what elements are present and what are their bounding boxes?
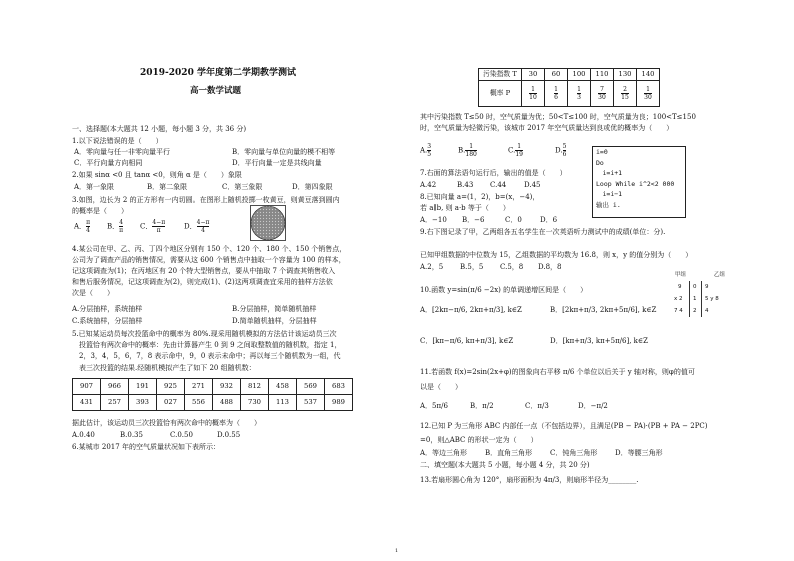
q1-option-c: C．平行向量方向相同 <box>74 159 143 167</box>
q5-option-c: C.0.50 <box>170 431 193 439</box>
question-4-line-5: 次是（ ） <box>72 289 114 297</box>
question-1: 1.以下说法错误的是（ ） <box>72 137 163 145</box>
q4-option-b: B.分层抽样，简单随机抽样 <box>232 305 317 313</box>
question-4-line-3: 记这项调查为(1)；在丙地区有 20 个特大型销售点，要从中抽取 7 个调查其销售收入 <box>72 267 336 275</box>
page-number: 1 <box>395 548 399 554</box>
stem-value: 0 <box>693 284 697 290</box>
stem-value: 1 <box>693 296 697 302</box>
code-line: i=i−1 <box>596 190 623 198</box>
stem-leaf-b: 9 <box>705 284 709 290</box>
question-8-line-2: 若 a∥b, 则 a·b 等于（ ） <box>420 204 510 212</box>
question-9-line-1: 9.右下图记录了甲，乙两组各五名学生在一次英语听力测试中的成绩(单位：分). <box>420 228 666 236</box>
q8-option-a: A．−10 <box>420 216 447 224</box>
question-7: 7.右面的算法语句运行后，输出的值是（ ） <box>420 169 567 177</box>
square-inscribed-circle-figure <box>250 205 286 241</box>
question-11-line-2: 以是（ ） <box>420 383 462 391</box>
q6-option-c: C. $\frac{1}{19}$ <box>508 143 523 158</box>
stem-divider-left <box>689 281 690 317</box>
question-6-line-1: 其中污染指数 T≤50 时，空气质量为优；50<T≤100 时，空气质量为良；100<T≤150 <box>420 113 696 121</box>
q1-option-b: B．零向量与单位向量的模不相等 <box>232 148 336 156</box>
q2-option-b: B．第二象限 <box>147 183 188 191</box>
q4-option-d: D.简单随机抽样，分层抽样 <box>232 317 317 325</box>
stem-leaf-a: 7 4 <box>674 308 683 314</box>
question-2: 2.如果 sinα <0 且 tanα <0，则角 α 是（ ）象限 <box>72 171 242 179</box>
q2-option-a: A．第一象限 <box>74 183 115 191</box>
algorithm-code-box <box>592 146 686 218</box>
q12-option-b: B．直角三角形 <box>485 449 533 457</box>
stem-head-group-a: 甲组 <box>675 272 687 278</box>
q12-option-d: D．等腰三角形 <box>615 449 663 457</box>
q10-option-a: A．[2kπ−π/6, 2kπ+π/3], k∈Z <box>420 306 522 314</box>
stem-head-group-b: 乙组 <box>714 272 726 278</box>
stem-leaf-a: 9 <box>678 284 682 290</box>
question-5-line-4: 表三次投篮的结果.经随机模拟产生了如下 20 组随机数： <box>72 364 256 372</box>
stem-divider-right <box>701 281 702 317</box>
section-heading-choice: 一、选择题(本大题共 12 小题，每小题 3 分，共 36 分) <box>72 125 247 133</box>
question-6-line-2: 时，空气质量为轻微污染，该城市 2017 年空气质量达到良或优的概率为（ ） <box>420 124 674 132</box>
exam-title: 2019-2020 学年度第二学期教学测试 <box>140 68 296 78</box>
question-4-line-4: 和售后服务情况，记这项调查为(2)，则完成(1)、(2)这两项调查宜采用的抽样方法依 <box>72 278 333 286</box>
q7-option-b: B.43 <box>457 181 474 189</box>
question-13: 13.若扇形圆心角为 120°，扇形面积为 4π/3，则扇形半径为________. <box>420 476 639 484</box>
q1-option-a: A．零向量与任一非零向量平行 <box>74 148 171 156</box>
q6-option-d: D. $\frac{5}{6}$ <box>555 143 567 158</box>
q12-option-a: A．等边三角形 <box>420 449 468 457</box>
q3-option-a: A． $\frac{\pi}{4}$ <box>74 219 91 234</box>
q8-option-d: D．6 <box>540 216 558 224</box>
section-heading-fill-in: 二、填空题(本大题共 5 小题，每小题 4 分，共 20 分) <box>420 461 590 469</box>
question-3-line-2: 的概率是（ ） <box>72 207 128 215</box>
q3-option-c: C． $\frac{4-\pi}{\pi}$ <box>140 219 166 234</box>
code-line: i=i+1 <box>596 169 623 177</box>
question-8-line-1: 8.已知向量 a=(1，2)，b=(x，−4)， <box>420 193 540 201</box>
question-11-line-1: 11.若函数 f(x)=2sin(2x+φ)的图象向右平移 π/6 个单位以后关于 y 轴对称，则φ的值可 <box>420 368 695 376</box>
q8-option-c: C．0 <box>505 216 522 224</box>
q4-option-c: C.系统抽样，分层抽样 <box>72 317 143 325</box>
q3-option-b: B． $\frac{4}{\pi}$ <box>107 219 124 234</box>
q7-option-d: D.45 <box>524 181 541 189</box>
q9-option-c: C.5，8 <box>500 263 524 271</box>
question-10: 10.函数 y=sin(π/6 −2x) 的单调递增区间是（ ） <box>420 286 588 294</box>
q3-option-d: D． $\frac{4-\pi}{4}$ <box>184 219 210 234</box>
q2-option-c: C．第三象限 <box>222 183 263 191</box>
table-row: 431 257 393 027 556 488 730 113 537 989 <box>73 395 353 411</box>
question-5-after-table: 据此估计，该运动员三次投篮恰有两次命中的概率为（ ） <box>72 419 261 427</box>
q12-option-c: C．钝角三角形 <box>550 449 598 457</box>
q9-option-d: D.8，8 <box>538 263 562 271</box>
code-line: Do <box>596 158 604 167</box>
q5-option-d: D.0.55 <box>217 431 241 439</box>
stem-leaf-b: 4 <box>705 308 709 314</box>
right-column <box>420 0 725 561</box>
q10-function: y=sin(π/6 −2x) <box>447 286 501 294</box>
q4-option-a: A.分层抽样，系统抽样 <box>72 305 143 313</box>
q9-option-b: B.5，5 <box>460 263 484 271</box>
question-5-line-2: 投篮恰有两次命中的概率：先由计算器产生 0 到 9 之间取整数值的随机数，指定 1， <box>72 341 342 349</box>
question-5-line-3: 2，3，4，5，6，7，8 表示命中，9，0 表示未命中；再以每三个随机数为一组，代 <box>72 352 341 360</box>
q2-option-d: D．第四象限 <box>292 183 333 191</box>
table-row: 污染指数 T 30 60 100 110 130 140 <box>479 69 660 81</box>
code-line: Loop While i^2<2 000 <box>596 179 675 188</box>
q6-option-a: A. $\frac{3}{5}$ <box>420 143 432 158</box>
q11-option-d: D．−π/2 <box>578 402 608 410</box>
exam-subtitle: 高一数学试题 <box>190 86 242 96</box>
q8-option-b: B．−6 <box>462 216 485 224</box>
q11-option-a: A．5π/6 <box>420 402 448 410</box>
code-line: i=0 <box>596 148 608 156</box>
question-9-line-2: 已知甲组数据的中位数为 15，乙组数据的平均数为 16.8，则 x，y 的值分别为（ ） <box>420 251 693 259</box>
table-row: 907 966 191 925 271 932 812 458 569 683 <box>73 379 353 395</box>
q11-option-b: B．π/2 <box>470 402 494 410</box>
question-12-line-1: 12.已知 P 为三角形 ABC 内部任一点（不包括边界），且满足(PB − PA)·(PB + PA − 2PC) <box>420 422 708 430</box>
q7-option-a: A.42 <box>420 181 437 189</box>
question-3-line-1: 3.如图，边长为 2 的正方形有一内切圆。在图形上随机投掷一枚黄豆，则黄豆落到圆内 <box>72 196 340 204</box>
stem-leaf-b: 5 y 8 <box>705 296 719 302</box>
stem-leaf-a: x 2 <box>674 296 683 302</box>
q7-option-c: C.44 <box>490 181 507 189</box>
code-line: 输出 i. <box>596 200 621 209</box>
question-4-line-2: 公司为了调查产品的销售情况，需要从这 600 个销售点中抽取一个容量为 100 的样本， <box>72 256 346 264</box>
q6-option-b: B. $\frac{1}{180}$ <box>458 143 477 158</box>
q9-option-a: A.2，5 <box>420 263 444 271</box>
question-12-line-2: =0，则△ABC 的形状一定为（ ） <box>420 436 538 444</box>
stem-value: 2 <box>693 308 697 314</box>
q10-option-d: D．[kπ+π/3, kπ+5π/6], k∈Z <box>550 337 648 345</box>
left-column <box>72 0 372 561</box>
random-number-table <box>72 378 353 411</box>
table-row: 概率 P $\frac{1}{10}$ $\frac{1}{6}$ $\frac{1}{3}$ $\frac{7}{30}$ $\frac{2}{15}$ $\frac{1}{30}$ <box>479 81 660 107</box>
q5-option-a: A.0.40 <box>72 431 95 439</box>
q10-option-b: B．[2kπ+π/3, 2kπ+5π/6], k∈Z <box>550 306 657 314</box>
question-6: 6.某城市 2017 年的空气质量状况如下表所示： <box>72 443 220 451</box>
pollution-table <box>478 68 660 107</box>
q1-option-d: D．平行向量一定是共线向量 <box>232 159 322 167</box>
question-4-line-1: 4.某公司在甲、乙、丙、丁四个地区分别有 150 个、120 个、180 个、150 个销售点， <box>72 245 347 253</box>
q11-option-c: C．π/3 <box>525 402 549 410</box>
q10-option-c: C．[kπ−π/6, kπ+π/3], k∈Z <box>420 337 514 345</box>
q5-option-b: B.0.35 <box>120 431 143 439</box>
question-5-line-1: 5.已知某运动员每次投篮命中的概率为 80%.现采用随机模拟的方法估计该运动员三次 <box>72 330 337 338</box>
